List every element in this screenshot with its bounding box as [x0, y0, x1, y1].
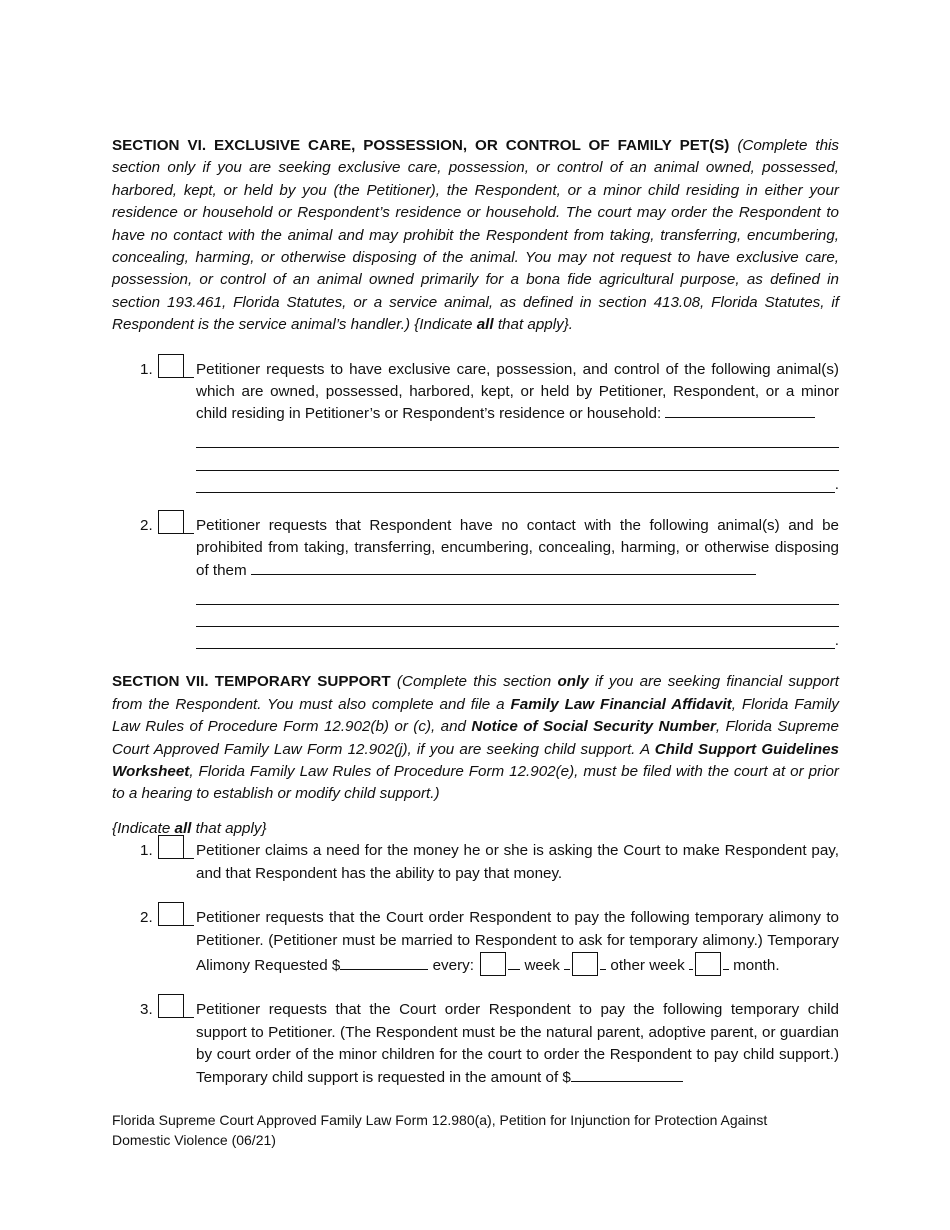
section-6-item-1 — [112, 359, 839, 493]
item-text: Petitioner requests that Respondent have no contact with the following animal(s) and be prohibited from taking, transferring, encumbering, concealing, harming, or otherwise disposing of them — [196, 517, 839, 579]
section-6-heading: SECTION VI. EXCLUSIVE CARE, POSSESSION, OR CONTROL OF FAMILY PET(S) — [112, 137, 730, 154]
footer-line-1: Florida Supreme Court Approved Family Law Form 12.980(a), Petition for Injunction for Protection Against — [112, 1112, 768, 1128]
child-support-amount-field[interactable] — [571, 1067, 683, 1082]
fill-line[interactable] — [196, 448, 839, 470]
fill-line[interactable] — [196, 582, 839, 604]
item-checkbox[interactable] — [158, 354, 184, 378]
section-7-heading: SECTION VII. TEMPORARY SUPPORT — [112, 673, 391, 691]
item-checkbox[interactable] — [158, 994, 184, 1018]
form-footer — [112, 1110, 839, 1150]
section-6-intro: SECTION VI. EXCLUSIVE CARE, POSSESSION, OR CONTROL OF FAMILY PET(S) (Complete this section only if you are seeking exclusive care, possession, or control of an animal owned, possessed, harbored, kept, or held by you (the Petitioner), the Respondent, or a minor child residing in either your residence or household or Respondent’s residence or household. The court may order the Respondent to have no contact with the animal and may prohibit the Respondent from taking, transferring, encumbering, concealing, harming, or otherwise disposing of the animal. You may not request to have exclusive care, possession, or control of an animal owned primarily for a bona fide agricultural purpose, as defined in section 193.461, Florida Statutes, or a service animal, as defined in section 413.08, Florida Statutes, if Respondent is the service animal’s handler.) {Indicate all that apply}. — [112, 137, 839, 334]
item-number: 1. — [140, 842, 153, 860]
section-6-item-2 — [112, 515, 839, 649]
section-7-item-2 — [112, 907, 839, 977]
week-checkbox[interactable] — [480, 952, 506, 976]
item-text: Petitioner requests to have exclusive care, possession, and control of the following animal(s) which are owned, possessed, harbored, kept, or held by Petitioner, Respondent, or a minor child residing in Petitioner’s or Respondent’s residence or household: — [196, 360, 839, 423]
item-checkbox[interactable] — [158, 835, 184, 859]
other-week-checkbox[interactable] — [572, 952, 598, 976]
item-number: 2. — [140, 909, 153, 927]
item-text: Petitioner claims a need for the money he or she is asking the Court to make Respondent pay, and that Respondent has the ability to pay that money. — [196, 842, 839, 882]
section-7-item-3 — [112, 999, 839, 1089]
fill-line[interactable]: . — [196, 627, 839, 649]
item-checkbox[interactable] — [158, 902, 184, 926]
indicate-all-note: {Indicate all that apply} — [112, 819, 267, 837]
item-number: 1. — [140, 360, 153, 378]
item-text: Petitioner requests that the Court order Respondent to pay the following temporary child support to Petitioner. (The Respondent must be the natural parent, adoptive parent, or guardian by court order of the minor children for the court to order the Respondent to pay child support.) Temporary child support is requested in the amount of $ — [196, 1001, 839, 1086]
month-checkbox[interactable] — [695, 952, 721, 976]
fill-line[interactable] — [196, 426, 839, 448]
item-number: 2. — [140, 517, 153, 535]
fill-line[interactable] — [196, 605, 839, 627]
form-page — [112, 135, 839, 1089]
fill-line[interactable] — [665, 403, 815, 418]
item-number: 3. — [140, 1001, 153, 1019]
section-7-item-1 — [112, 840, 839, 885]
item-checkbox[interactable] — [158, 510, 184, 534]
section-7-intro: SECTION VII. TEMPORARY SUPPORT (Complete this section only if you are seeking financial support from the Respondent. You must also complete and file a Family Law Financial Affidavit, Florida Family Law Rules of Procedure Form 12.902(b) or (c), and Notice of Social Security Number, Florida Supreme Court Approved Family Law Form 12.902(j), if you are seeking child support. A Child Support Guidelines Worksheet, Florida Family Law Rules of Procedure Form 12.902(e), must be filed with the court at or prior to a hearing to establish or modify child support.) — [112, 673, 839, 803]
fill-line[interactable]: . — [196, 471, 839, 493]
item-text: Petitioner requests that the Court order Respondent to pay the following temporary alimony to Petitioner. (Petitioner must be married to Respondent to ask for temporary alimony.) Temporary Alimony Requested $ every: week other week month. — [196, 909, 839, 974]
footer-line-2: Domestic Violence (06/21) — [112, 1132, 276, 1148]
alimony-amount-field[interactable] — [340, 955, 428, 970]
fill-line[interactable] — [251, 560, 756, 575]
